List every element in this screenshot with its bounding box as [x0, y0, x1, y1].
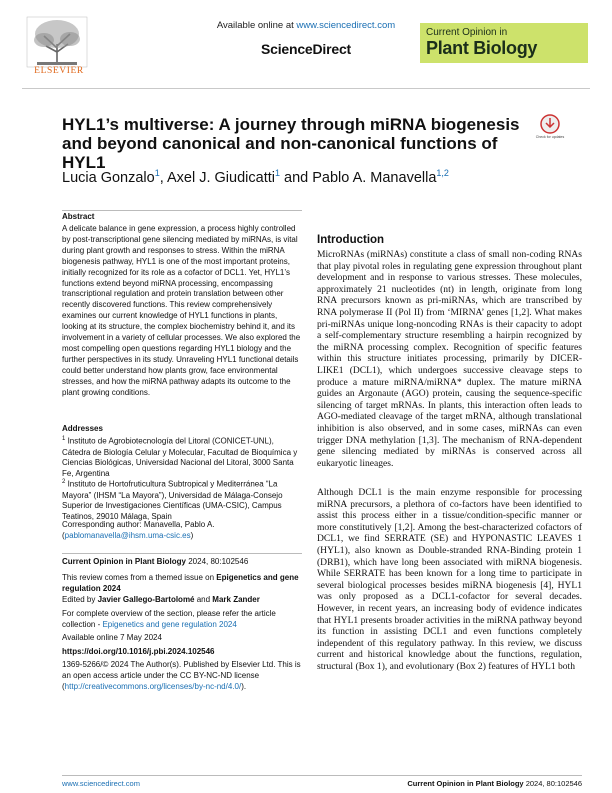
author: Axel J. Giudicatti$^1$ and [166, 168, 313, 186]
abstract-text: A delicate balance in gene expression, a process highly controlled by post-transcriptional gene silencing mediated by miRNAs, is vital during plant growth and responses to stress. Within the miRNA biogenesis pathway, HYL1 is one of the most important proteins, initially recognized for its role as a cofactor of DCL1. Yet, HYL1’s functions extend beyond miRNA processing, encompassing transcriptional regulation and protein translation between other recently discovered functions. This review comprehensively examines our current knowledge of HYL1 functions in plants, looking at its structure, the complex biochemistry behind it, and its involvement in a variety of cellular processes. We also explored the most compelling open questions regarding HYL1 biology and the further perspectives in its study. Unraveling HYL1 functional details could better understand how plants grow, face environmental stresses, and how the miRNA pathway adapts its outcome to the plant growing conditions. [62, 224, 301, 397]
footer-divider [62, 775, 582, 776]
left-divider [62, 553, 302, 554]
header-divider [22, 88, 590, 89]
elsevier-wordmark: ELSEVIER [34, 66, 84, 76]
address-2: $^2$ Instituto de Hortofruticultura Subtropical y Mediterránea “La Mayora” (IHSM “La Mayora”), Universidad de Málaga-Consejo Superior de Investigaciones Científicas (UMA-CSIC), Campus Teatinos, 29010 Málaga, Spain [62, 479, 283, 522]
collection-link[interactable]: Epigenetics and gene regulation 2024 [102, 619, 237, 629]
available-online-date: Available online 7 May 2024 [62, 633, 162, 642]
addresses-heading: Addresses [62, 424, 103, 433]
check-updates-label: Check for updates [535, 135, 565, 139]
journal-banner [420, 23, 588, 63]
license-link[interactable]: http://creativecommons.org/licenses/by-nc-nd/4.0/ [64, 681, 242, 691]
intro-paragraph-1: MicroRNAs (miRNAs) constitute a class of small non-coding RNAs that play pivotal roles in regulating gene expression throughout plant development and in response to various stresses. These molecules, approximately 21 nucleotides (nt) in length, originate from long RNA precursors known as pri-miRNAs, which are transcribed by RNA polymerase II (Pol II) from ‘MIRNA’ genes [1,2]. What makes pri-miRNAs unique long-noncoding RNAs is their capacity to adopt a self-complementary structure resembling a hairpin recognized by the miRNA processing complex. Recognition of specific features within this structure initiates processing, primarily by DICER-LIKE1 (DCL1), which undergoes successive cleavage steps to produce a mature miRNA/miRNA* duplex. The mature miRNA guides an Argonaute (AGO) protein, causing the sequence-specific silencing of target mRNAs. In plants, this interaction often leads to AGO-mediated cleavage of the target mRNA, although translational inhibition is also observed, and in some cases, miRNAs can even trigger DNA methylation [1,3]. The mechanism of RNA-dependent gene silencing mediated by miRNAs is conserved across all eukaryotic lineages. [317, 249, 582, 469]
available-online-line: Available online at www.sciencedirect.com [216, 20, 396, 31]
footer-website-link[interactable]: www.sciencedirect.com [62, 779, 140, 788]
article-title: HYL1’s multiverse: A journey through miRNA biogenesis and beyond canonical and non-canonical functions of HYL1 [62, 115, 520, 172]
sciencedirect-link[interactable]: www.sciencedirect.com [296, 20, 396, 31]
check-for-updates-badge[interactable] [537, 113, 563, 143]
address-1: $^1$ Instituto de Agrobiotecnología del Litoral (CONICET-UNL), Cátedra de Biología Celular y Molecular, Facultad de Bioquímica y Ciencias Biológicas, Universidad Nacional del Litoral, 3000 Santa Fe, Argentina [62, 436, 298, 479]
citation-line: Current Opinion in Plant Biology 2024, 80:102546 [62, 557, 249, 566]
copyright-license: 1369-5266/© 2024 The Author(s). Published by Elsevier Ltd. This is an open access article under the CC BY-NC-ND license (http://creativecommons.org/licenses/by-nc-nd/4.0/). [62, 660, 301, 691]
editors: Edited by Javier Gallego-Bartolomé and Mark Zander [62, 595, 260, 604]
overview-note: For complete overview of the section, please refer the article collection - Epigenetics and gene regulation 2024 [62, 609, 276, 629]
abstract-heading: Abstract [62, 212, 95, 221]
sciencedirect-wordmark: ScienceDirect [260, 41, 351, 57]
left-divider [62, 210, 302, 211]
journal-banner-line1: Current Opinion in [426, 27, 508, 38]
introduction-heading: Introduction [317, 234, 385, 246]
author: Lucia Gonzalo$^1$, [62, 168, 167, 186]
doi-link[interactable]: https://doi.org/10.1016/j.pbi.2024.102546 [62, 647, 215, 656]
author: Pablo A. Manavella$^{1,2}$ [312, 168, 449, 186]
author-list [62, 168, 582, 186]
journal-banner-title: Plant Biology [426, 38, 538, 58]
themed-issue: This review comes from a themed issue on Epigenetics and gene regulation 2024 [62, 573, 299, 593]
footer-citation: Current Opinion in Plant Biology 2024, 80:102546 [407, 779, 582, 788]
corresponding-email-link[interactable]: pablomanavella@ihsm.uma-csic.es [64, 530, 191, 540]
intro-paragraph-2: Although DCL1 is the main enzyme responsible for processing miRNA precursors, a plethora of co-factors have been identified to assist this process either in a tissue/condition-specific manner or more constitutively [1,2]. Among the best-characterized cofactors of DCL1, we find SERRATE (SE) and HYPONASTIC LEAVES 1 (HYL1), also known as Double-stranded RNA-Binding protein 1 (DRB1), which have long been associated with miRNA biogenesis. While SERRATE has been known for a long time to participate in several biological processes besides miRNA biogenesis [4], HYL1 was only proposed as a DCL1-cofactor for several decades. However, in recent years, an increasing body of evidence indicates that HYL1 presents broader activities in the miRNA pathway beyond its function in assisting DCL1 and even functions completely independent of this regulatory pathway. In this review, we discuss current and historical knowledge about the functions, regulation, structural (Box 1), and evolutionary (Box 2) features of HYL1 both [317, 487, 582, 672]
corresponding-author: Corresponding author: Manavella, Pablo A. (pablomanavella@ihsm.uma-csic.es) [62, 520, 215, 540]
